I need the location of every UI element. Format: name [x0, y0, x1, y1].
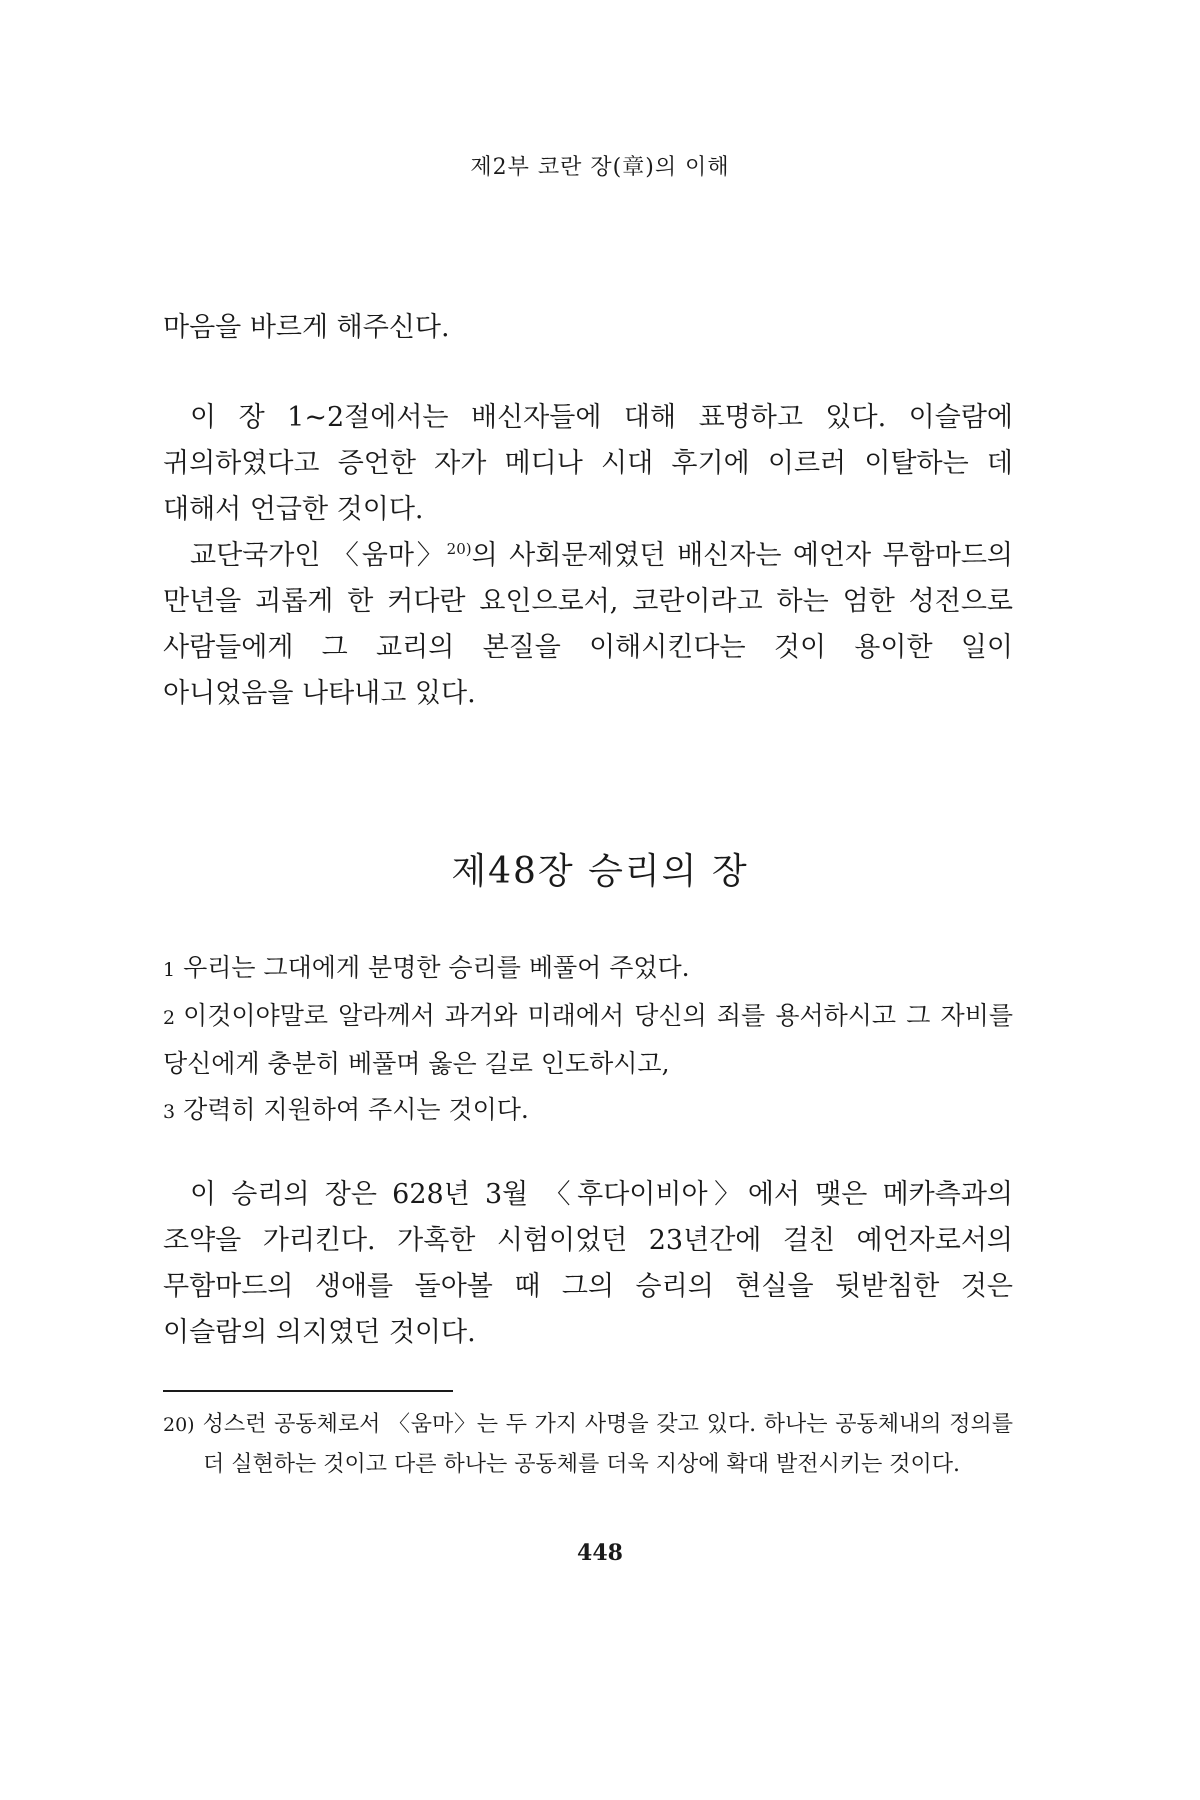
footnote-text: 성스런 공동체로서 〈움마〉는 두 가지 사명을 갖고 있다. 하나는 공동체내의 정의를 더 실현하는 것이고 다른 하나는 공동체를 더욱 지상에 확대 발전시키는 것이다.	[202, 1412, 1013, 1477]
verse-list	[163, 945, 1013, 1135]
verse-number: 2	[163, 1007, 176, 1029]
verse-3	[163, 1087, 1013, 1135]
intro-paragraph-2-rest: 의 사회문제였던 배신자는 예언자 무함마드의 만년을 괴롭게 한 커다란 요인으로서, 코란이라고 하는 엄한 성전으로 사람들에게 그 교리의 본질을 이해시킨다는 것이 용이한 일이 아니었음을 나타내고 있다.	[163, 540, 1013, 709]
verse-text: 이것이야말로 알라께서 과거와 미래에서 당신의 죄를 용서하시고 그 자비를 당신에게 충분히 베풀며 옳은 길로 인도하시고,	[163, 1001, 1013, 1078]
intro-paragraph-2-start: 교단국가인 〈움마〉	[190, 540, 447, 571]
verse-text: 강력히 지원하여 주시는 것이다.	[183, 1095, 529, 1124]
footnote-reference: 20)	[446, 540, 472, 558]
verse-text: 우리는 그대에게 분명한 승리를 베풀어 주었다.	[183, 953, 690, 982]
page-number: 448	[577, 1540, 623, 1566]
footnote-number: 20)	[163, 1414, 195, 1436]
running-header: 제2부 코란 장(章)의 이해	[470, 155, 730, 180]
footnote	[163, 1405, 1013, 1485]
verse-number: 3	[163, 1101, 176, 1123]
continuation-text: 마음을 바르게 해주신다.	[163, 312, 450, 343]
intro-paragraphs	[163, 395, 1013, 717]
footnote-paragraph	[163, 1405, 1013, 1485]
footnote-divider	[163, 1390, 453, 1392]
verse-2	[163, 993, 1013, 1087]
chapter-title: 제48장 승리의 장	[451, 851, 749, 892]
verse-number: 1	[163, 959, 176, 981]
verse-1	[163, 945, 1013, 993]
commentary-block	[163, 1172, 1013, 1356]
intro-paragraph-1: 이 장 1~2절에서는 배신자들에 대해 표명하고 있다. 이슬람에 귀의하였다고 증언한 자가 메디나 시대 후기에 이르러 이탈하는 데 대해서 언급한 것이다.	[163, 402, 1013, 525]
commentary-paragraph: 이 승리의 장은 628년 3월 〈후다이비아〉에서 맺은 메카측과의 조약을 가리킨다. 가혹한 시험이었던 23년간에 걸친 예언자로서의 무함마드의 생애를 돌아볼 때 그의 승리의 현실을 뒷받침한 것은 이슬람의 의지였던 것이다.	[163, 1179, 1013, 1348]
intro-paragraph-2	[163, 533, 1013, 717]
continuation-paragraph	[163, 305, 1013, 351]
